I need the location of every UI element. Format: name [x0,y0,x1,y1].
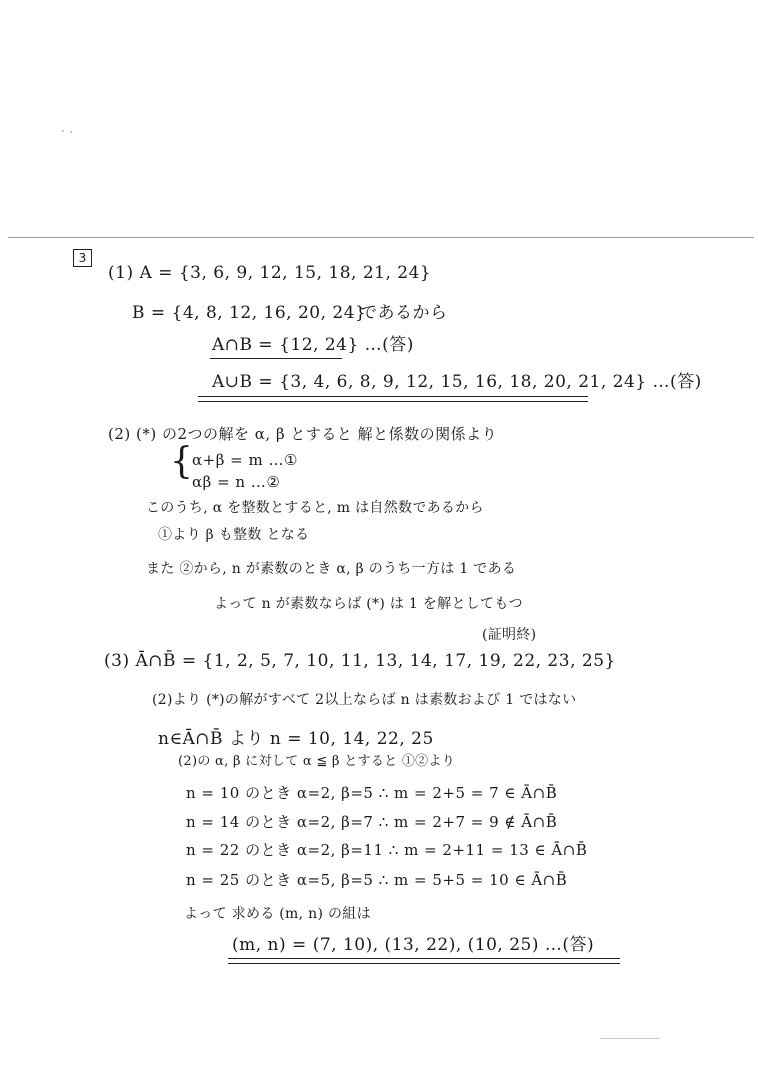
question-number-box: 3 [73,249,92,267]
case-row: n = 25 のとき α=5, β=5 ∴ m = 5+5 = 10 ∈ Ā∩B̄ [186,871,568,889]
part2-line3: このうち, α を整数とすると, m は自然数であるから [146,500,484,516]
union-double-underline [198,396,588,402]
paper-speck [62,130,64,132]
paper-speck [70,131,72,133]
part3-final-answer: (m, n) = (7, 10), (13, 22), (10, 25) …(答) [232,935,595,955]
intersection-underline [210,358,342,359]
part2-line5: また ②から, n が素数のとき α, β のうち一方は 1 である [146,561,517,577]
part2-intro: (2) (*) の2つの解を α, β とすると 解と係数の関係より [108,425,498,443]
part3-note: (2)より (*)の解がすべて 2以上ならば n は素数および 1 ではない [152,692,577,708]
part1-set-b: B = {4, 8, 12, 16, 20, 24} [132,303,367,323]
part1-union: A∪B = {3, 4, 6, 8, 9, 12, 15, 16, 18, 20, 21, 24} …(答) [212,372,702,392]
part2-line4: ①より β も整数 となる [158,527,310,543]
part1-intersection: A∩B = {12, 24} …(答) [212,335,414,355]
part2-eq2: αβ = n …② [192,473,281,491]
part1-set-b-suffix: であるから [360,303,448,323]
case-row: n = 10 のとき α=2, β=5 ∴ m = 2+5 = 7 ∈ Ā∩B̄ [186,784,558,802]
part2-eq1: α+β = m …① [192,451,298,469]
part3-pair-intro: よって 求める (m, n) の組は [184,906,371,922]
bottom-mark [600,1038,660,1039]
case-row: n = 14 のとき α=2, β=7 ∴ m = 2+7 = 9 ∉ Ā∩B̄ [186,813,558,831]
system-brace: { [170,441,194,482]
part3-condition: (2)の α, β に対して α ≦ β とすると ①②より [178,754,456,769]
case-row: n = 22 のとき α=2, β=11 ∴ m = 2+11 = 13 ∈ Ā∩B̄ [186,841,588,859]
part3-n-values: n∈Ā∩B̄ より n = 10, 14, 22, 25 [158,729,434,749]
top-divider [8,237,754,238]
part1-set-a: (1) A = {3, 6, 9, 12, 15, 18, 21, 24} [108,263,432,283]
part2-end-mark: (証明終) [482,627,537,643]
part3-set: (3) Ā∩B̄ = {1, 2, 5, 7, 10, 11, 13, 14, 17, 19, 22, 23, 25} [104,651,616,671]
final-double-underline [228,958,620,964]
part2-line6: よって n が素数ならば (*) は 1 を解としてもつ [214,596,523,612]
